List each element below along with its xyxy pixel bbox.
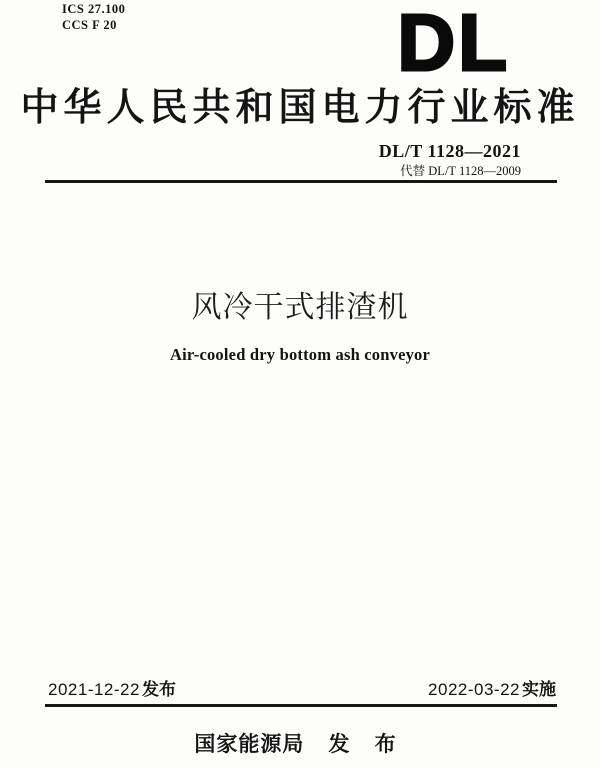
ics-code: ICS 27.100 <box>62 2 126 16</box>
document-title-english: Air-cooled dry bottom ash conveyor <box>169 345 431 364</box>
publisher-line <box>0 731 600 757</box>
implementation-date-label: 实施 <box>522 680 556 699</box>
standard-category-title: 中华人民共和国电力行业标准 <box>20 87 580 129</box>
dl-logo: DL <box>397 0 510 87</box>
header-divider-rule <box>45 180 557 183</box>
standard-number: DL/T 1128—2021 <box>378 141 521 161</box>
implementation-date: 2022-03-22 <box>428 680 520 699</box>
publisher-name: 国家能源局 <box>194 732 305 756</box>
issue-date: 2021-12-22 <box>48 680 140 699</box>
ccs-code: CCS F 20 <box>62 18 117 32</box>
issue-date-label: 发布 <box>141 680 176 699</box>
publish-label: 发 布 <box>328 732 406 756</box>
document-title-chinese: 风冷干式排渣机 <box>191 291 409 324</box>
classification-codes <box>62 1 125 33</box>
replaces-note: 代替 DL/T 1128—2009 <box>400 164 521 178</box>
issue-date-group <box>48 680 176 700</box>
standard-number-block <box>379 141 521 179</box>
implementation-date-group <box>428 680 556 700</box>
footer-divider-rule <box>45 704 557 707</box>
dates-row <box>48 680 556 700</box>
